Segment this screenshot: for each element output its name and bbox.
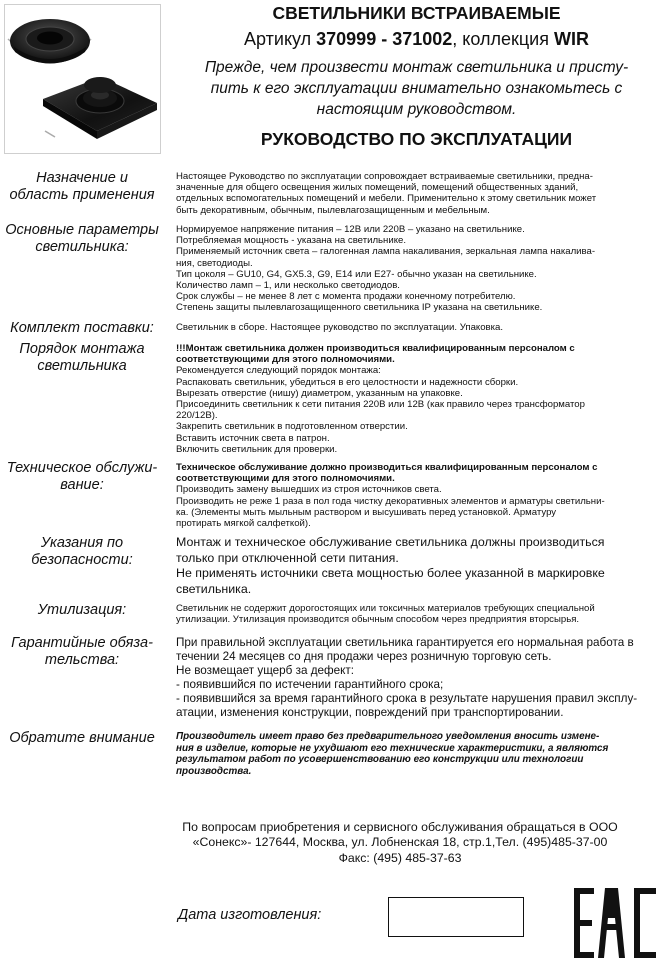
section-label-purpose: Назначение и область применения <box>9 170 155 203</box>
text-line: Закрепить светильник в подготовленном отверстии. <box>176 421 408 433</box>
section-text-parameters <box>176 224 660 314</box>
text-line: Присоединить светильник к сети питания 220В или 12В (как правило через трансформатор <box>176 399 585 411</box>
manual-title: РУКОВОДСТВО ПО ЭКСПЛУАТАЦИИ <box>260 129 573 149</box>
article-codes: 370999 - 371002 <box>316 29 453 49</box>
text-line: Потребляемая мощность - указана на светильнике. <box>176 235 407 247</box>
text-line: быть декоративным, обычным, пылевлагозащищенным и мебельным. <box>176 204 490 216</box>
section-text-notice <box>176 731 660 778</box>
text-line: соответствующими для этого полномочиями. <box>176 473 395 485</box>
section-label-disposal: Утилизация: <box>37 602 127 618</box>
text-line: Распаковать светильник, убедиться в его целостности и надежности сборки. <box>176 376 519 388</box>
text-line: - появившийся по истечении гарантийного срока; <box>176 678 444 692</box>
section-label-installation: Порядок монтажа светильника <box>19 341 145 374</box>
section-text-installation <box>176 343 660 455</box>
text-line: соответствующими для этого полномочиями. <box>176 354 395 366</box>
text-line: - появившийся за время гарантийного срока в результате нарушения правил эксплу- <box>176 692 638 706</box>
section-text-disposal <box>176 603 660 625</box>
text-line: Рекомендуется следующий порядок монтажа: <box>176 365 381 377</box>
text-line: протирать мягкой салфеткой). <box>176 518 311 530</box>
text-line: При правильной эксплуатации светильника гарантируется его нормальная работа в <box>176 636 634 649</box>
text-line: Производить замену вышедших из строя источников света. <box>176 484 442 496</box>
text-line: Срок службы – не менее 8 лет с момента продажи конечному потребителю. <box>176 291 516 303</box>
square-fixture <box>43 77 157 139</box>
article-line <box>168 27 665 51</box>
text-line: !!!Монтаж светильника должен производиться квалифицированным персоналом с <box>176 343 575 354</box>
text-line: ния, светодиоды. <box>176 257 253 269</box>
text-line: Вырезать отверстие (нишу) диаметром, указанным на упаковке. <box>176 387 463 399</box>
manufacture-date-label: Дата изготовления: <box>178 907 322 923</box>
text-line: результатом работ по усовершенствованию его конструкции или технологии <box>176 754 584 766</box>
page-title: СВЕТИЛЬНИКИ ВСТРАИВАЕМЫЕ <box>272 3 561 23</box>
warning-line: пить к его эксплуатации внимательно ознакомьтесь с <box>210 80 623 97</box>
text-line: производства. <box>176 766 252 778</box>
text-line: ния в изделие, которые не ухудшают его технические характеристики, а являются <box>176 742 609 754</box>
text-line: атации, изменения конструкции, повреждений при транспортировании. <box>176 706 564 720</box>
text-line: Степень защиты пылевлагозащищенного светильника IP указана на светильнике. <box>176 302 543 314</box>
text-line: Светильник в сборе. Настоящее руководство по эксплуатации. Упаковка. <box>176 322 504 333</box>
recessed-lights-illustration <box>5 5 160 153</box>
section-text-warranty <box>176 636 660 721</box>
text-line: Не применять источники света мощностью более указанной в маркировке <box>176 566 605 581</box>
warning-line: Прежде, чем произвести монтаж светильника и присту- <box>204 59 629 76</box>
text-line: Производить не реже 1 раза в пол года чистку декоративных элементов и арматуры светильни- <box>176 495 605 507</box>
section-label-warranty: Гарантийные обяза- тельства: <box>11 635 153 668</box>
text-line: светильника. <box>176 581 252 596</box>
text-line: только при отключенной сети питания. <box>176 550 399 565</box>
section-label-maintenance: Техническое обслужи- вание: <box>6 460 158 493</box>
text-line: Вставить источник света в патрон. <box>176 432 330 444</box>
text-line: ка. (Элементы мыть мыльным раствором и высушивать перед установкой. Арматуру <box>176 506 557 518</box>
text-line: Применяемый источник света – галогенная лампа накаливания, зеркальная лампа накалива- <box>176 246 596 258</box>
text-line: Количество ламп – 1, или несколько светодиодов. <box>176 280 400 292</box>
section-text-maintenance <box>176 462 660 529</box>
article-prefix: Артикул <box>244 29 317 49</box>
text-line: 220/12В). <box>176 410 218 422</box>
eac-logo <box>574 888 658 958</box>
text-line: Включить светильник для проверки. <box>176 443 338 455</box>
manufacture-date-box <box>388 897 524 937</box>
text-line: значенные для общего освещения жилых помещений, помещений общественных зданий, <box>176 182 579 194</box>
text-line: Монтаж и техническое обслуживание светильника должны производиться <box>176 535 605 549</box>
text-line: Светильник не содержит дорогостоящих или токсичных материалов требующих специальной <box>176 603 595 614</box>
contact-line: Факс: (495) 485-37-63 <box>338 850 462 865</box>
contact-line: «Сонекс»- 127644, Москва, ул. Лобненская 18, стр.1,Тел. (495)485-37-00 <box>192 835 608 850</box>
product-image <box>4 4 161 154</box>
collection-name: WIR <box>553 29 589 49</box>
text-line: Настоящее Руководство по эксплуатации сопровождает встраиваемые светильники, предна- <box>176 171 593 182</box>
read-manual-warning <box>168 57 665 120</box>
text-line: утилизации. Утилизация производится обычным способом через предприятия вторсырья. <box>176 614 580 626</box>
section-label-notice: Обратите внимание <box>9 730 155 746</box>
section-text-safety <box>176 535 660 597</box>
text-line: Не возмещает ущерб за дефект: <box>176 664 355 678</box>
service-contacts <box>150 820 650 866</box>
section-label-delivery-set: Комплект поставки: <box>10 320 154 336</box>
section-label-parameters: Основные параметры светильника: <box>5 222 159 255</box>
text-line: отдельных вспомогательных помещений и мебели. Применительно к этому светильник может <box>176 193 597 205</box>
round-fixture <box>8 19 91 64</box>
section-text-delivery-set <box>176 322 660 333</box>
warning-line: настоящим руководством. <box>316 101 517 118</box>
text-line: Тип цоколя – GU10, G4, GX5.3, G9, E14 или E27- обычно указан на светильнике. <box>176 268 537 280</box>
text-line: Нормируемое напряжение питания – 12В или 220В – указано на светильнике. <box>176 224 525 235</box>
text-line: Техническое обслуживание должно производиться квалифицированным персоналом с <box>176 462 598 473</box>
section-text-purpose <box>176 171 660 216</box>
contact-line: По вопросам приобретения и сервисного обслуживания обращаться в ООО <box>182 820 618 834</box>
collection-prefix: , коллекция <box>452 29 554 49</box>
eac-mark-icon <box>574 888 658 958</box>
text-line: течении 24 месяцев со дня продажи через розничную торговую сеть. <box>176 650 552 664</box>
section-label-safety: Указания по безопасности: <box>31 535 133 568</box>
text-line: Производитель имеет право без предварительного уведомления вносить измене- <box>176 731 600 742</box>
